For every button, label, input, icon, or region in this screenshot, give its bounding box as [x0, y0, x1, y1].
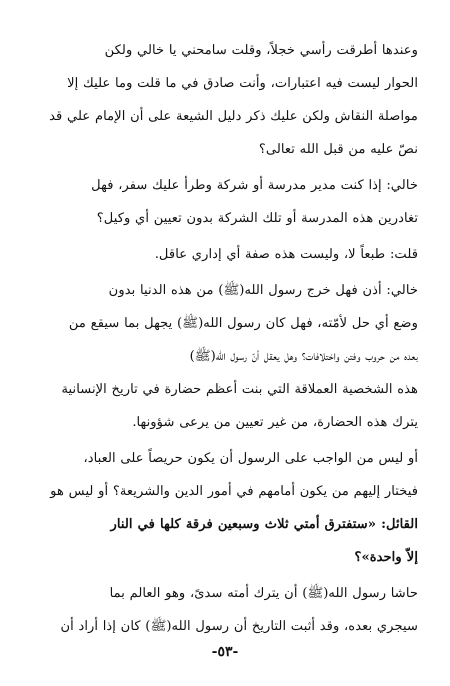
- text-line: وضع أي حل لأمّته، فهل كان رسول الله(ﷺ) يجهل بما سيقع من: [68, 316, 418, 331]
- text-line: وعندها أطرقت رأسي خجلاً، وقلت سامحني يا خالي ولكن: [104, 43, 418, 58]
- text-line: فيختار إليهم من يكون أمامهم في أمور الدين والشريعة؟ أو ليس هو: [50, 484, 418, 499]
- hadith-quote-line: القائل: «ستفترق أمتي ثلاث وسبعين فرقة كلها في النار: [110, 517, 418, 532]
- paragraph-5: [30, 442, 418, 574]
- hadith-quote-line: إلاّ واحدة»؟: [354, 550, 418, 565]
- text-line: أو ليس من الواجب على الرسول أن يكون حريصاً على العباد،: [83, 451, 418, 466]
- text-line: مواصلة النقاش ولكن عليك ذكر دليل الشيعة على أن الإمام علي قد: [49, 109, 418, 124]
- text-line: سيجري بعده، وقد أثبت التاريخ أن رسول الله(ﷺ) كان إذا أراد أن: [60, 619, 418, 634]
- text-line: الحوار ليست فيه اعتبارات، وأنت صادق في ما قلت وما عليك إلا: [67, 76, 418, 91]
- paragraph-2: [30, 169, 418, 235]
- text-line: يترك هذه الحضارة، من غير تعيين من يرعى شؤونها.: [132, 415, 418, 430]
- paragraph-4: [30, 274, 418, 439]
- paragraph-6: [30, 577, 418, 643]
- text-line: بعده من حروب وفتن واختلافات؟ وهل يعقل أنّ رسول الله(ﷺ): [189, 349, 418, 364]
- text-line: هذه الشخصية العملاقة التي بنت أعظم حضارة في تاريخ الإنسانية: [61, 382, 418, 397]
- text-line: خالي: إذا كنت مدير مدرسة أو شركة وطرأ عليك سفر، فهل: [91, 178, 418, 193]
- paragraph-1: [30, 34, 418, 166]
- text-line: تغادرين هذه المدرسة أو تلك الشركة بدون تعيين أي وكيل؟: [96, 211, 418, 226]
- text-line: خالي: أذن فهل خرج رسول الله(ﷺ) من هذه الدنيا بدون: [108, 283, 418, 298]
- text-line: نصّ عليه من قبل الله تعالى؟: [258, 142, 418, 157]
- text-line: حاشا رسول الله(ﷺ) أن يترك أمته سدىً، وهو العالم بما: [109, 586, 418, 601]
- paragraph-3: [30, 238, 418, 271]
- text-line: قلت: طبعاً لا، وليست هذه صفة أي إداري عاقل.: [154, 247, 418, 262]
- page-number: -٥٣-: [211, 644, 239, 660]
